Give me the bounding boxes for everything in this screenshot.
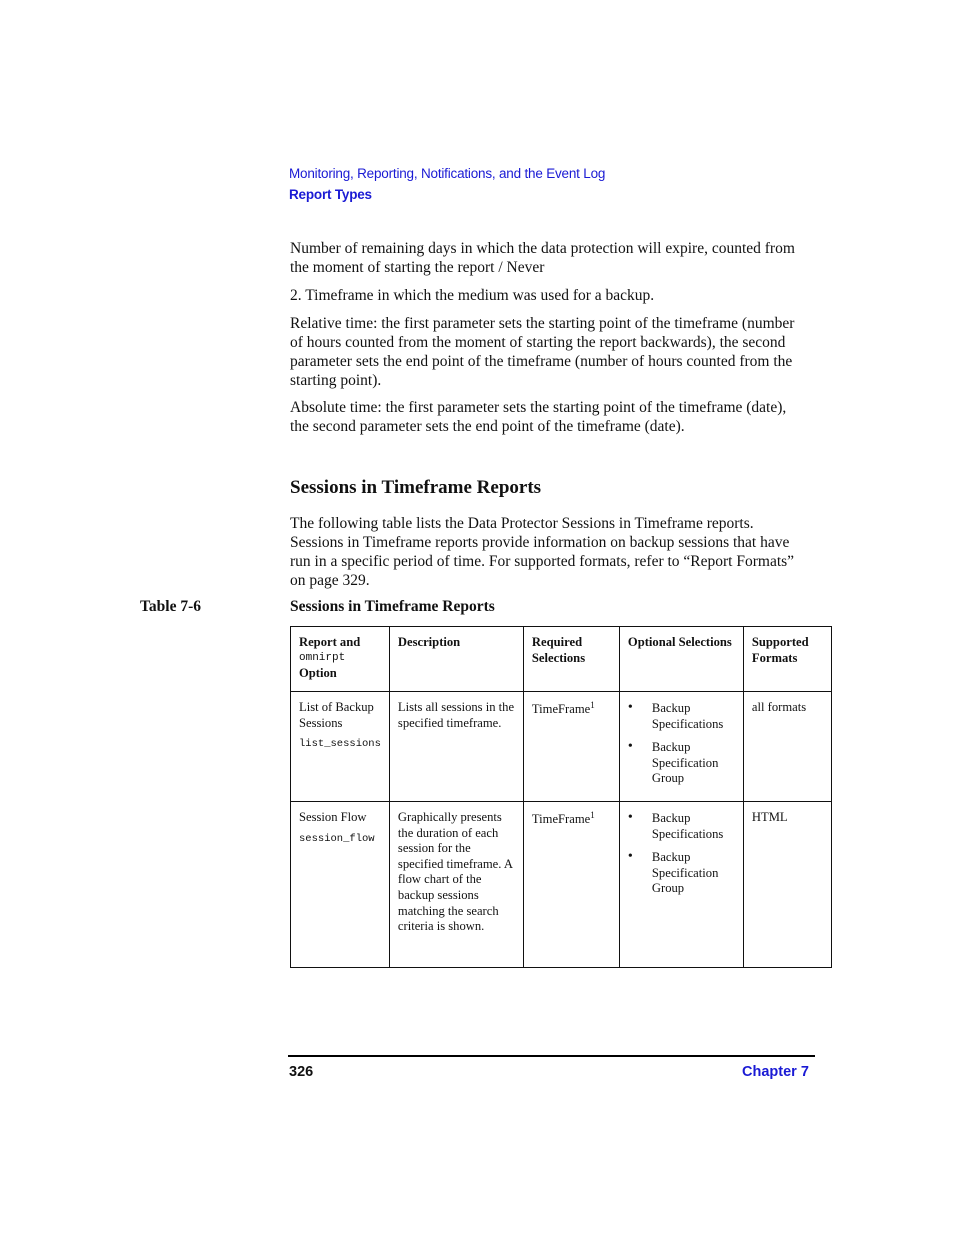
- required-selection: TimeFrame: [531, 702, 591, 716]
- bullet-icon: •: [627, 700, 633, 715]
- report-name: List of Backup Sessions: [299, 700, 374, 730]
- list-item: • Backup Specifications: [627, 700, 724, 731]
- table-header-row: [291, 627, 832, 692]
- paragraph-relative-time: Relative time: the first parameter sets the starting point of the timeframe (number of hours counted from the moment of starting the report backwards), the second parameter sets the end point of the timeframe (number of hours counted from the starting point).: [290, 315, 795, 389]
- header-report-option-code: omnirpt: [299, 651, 346, 664]
- header-required-selections: Required Selections: [523, 627, 619, 692]
- breadcrumb: [289, 166, 605, 202]
- header-optional-selections: Optional Selections: [619, 627, 743, 692]
- required-selection: TimeFrame: [531, 811, 591, 826]
- cell-description: Lists all sessions in the specified timeframe.: [389, 692, 523, 802]
- list-item: • Backup Specifications: [627, 809, 724, 841]
- table-row: [291, 692, 832, 802]
- header-report-option-line1: Report and: [299, 635, 361, 649]
- paragraph-table-intro: The following table lists the Data Protector Sessions in Timeframe reports. Sessions in Timeframe reports provide information on backup sessions that have run in a specific period of time. For supported formats, refer to “Report Formats” on page 329.: [290, 515, 795, 589]
- footnote-marker: 1: [590, 809, 595, 820]
- cell-required: [523, 692, 619, 802]
- cell-report-option: [291, 692, 390, 802]
- list-item: • Backup Specification Group: [627, 739, 719, 786]
- sessions-report-table: [290, 626, 832, 968]
- footer-divider: [288, 1055, 815, 1057]
- cell-formats: HTML: [743, 801, 831, 967]
- footnote-marker: 1: [590, 699, 595, 710]
- report-name: Session Flow: [299, 809, 367, 824]
- bullet-icon: •: [627, 849, 633, 865]
- page-number: 326: [289, 1064, 314, 1080]
- optional-selections-list: [628, 811, 735, 897]
- header-supported-formats: Supported Formats: [743, 627, 831, 692]
- report-option-code: session_flow: [299, 832, 375, 845]
- bullet-icon: •: [627, 739, 633, 755]
- cell-required: [523, 801, 619, 967]
- header-report-option: [291, 627, 390, 692]
- bullet-icon: •: [627, 809, 633, 825]
- paragraph-timeframe-intro: 2. Timeframe in which the medium was used for a backup.: [290, 287, 655, 304]
- report-option-code: list_sessions: [299, 738, 381, 751]
- breadcrumb-chapter-link[interactable]: Monitoring, Reporting, Notifications, and the Event Log: [289, 166, 606, 181]
- table-caption-number: Table 7-6: [140, 598, 202, 615]
- paragraph-expiry: Number of remaining days in which the data protection will expire, counted from the moment of starting the report / Never: [290, 240, 795, 276]
- chapter-link[interactable]: Chapter 7: [742, 1064, 809, 1080]
- table-caption-title: Sessions in Timeframe Reports: [290, 598, 495, 615]
- list-item: • Backup Specification Group: [627, 849, 719, 896]
- header-report-option-line3: Option: [299, 666, 337, 681]
- cell-optional: [619, 801, 743, 967]
- header-description: Description: [389, 627, 523, 692]
- cell-optional: [619, 692, 743, 802]
- table-row: [291, 801, 832, 967]
- paragraph-absolute-time: Absolute time: the first parameter sets the starting point of the timeframe (date), the second parameter sets the end point of the timeframe (date).: [290, 399, 787, 435]
- cell-report-option: [291, 801, 390, 967]
- optional-selections-list: [628, 701, 735, 787]
- cell-description: Graphically presents the duration of each session for the specified timeframe. A flow chart of the backup sessions matching the search criteria is shown.: [389, 801, 523, 967]
- cell-formats: all formats: [743, 692, 831, 802]
- breadcrumb-section-link[interactable]: Report Types: [289, 187, 372, 202]
- section-heading: Sessions in Timeframe Reports: [290, 477, 542, 498]
